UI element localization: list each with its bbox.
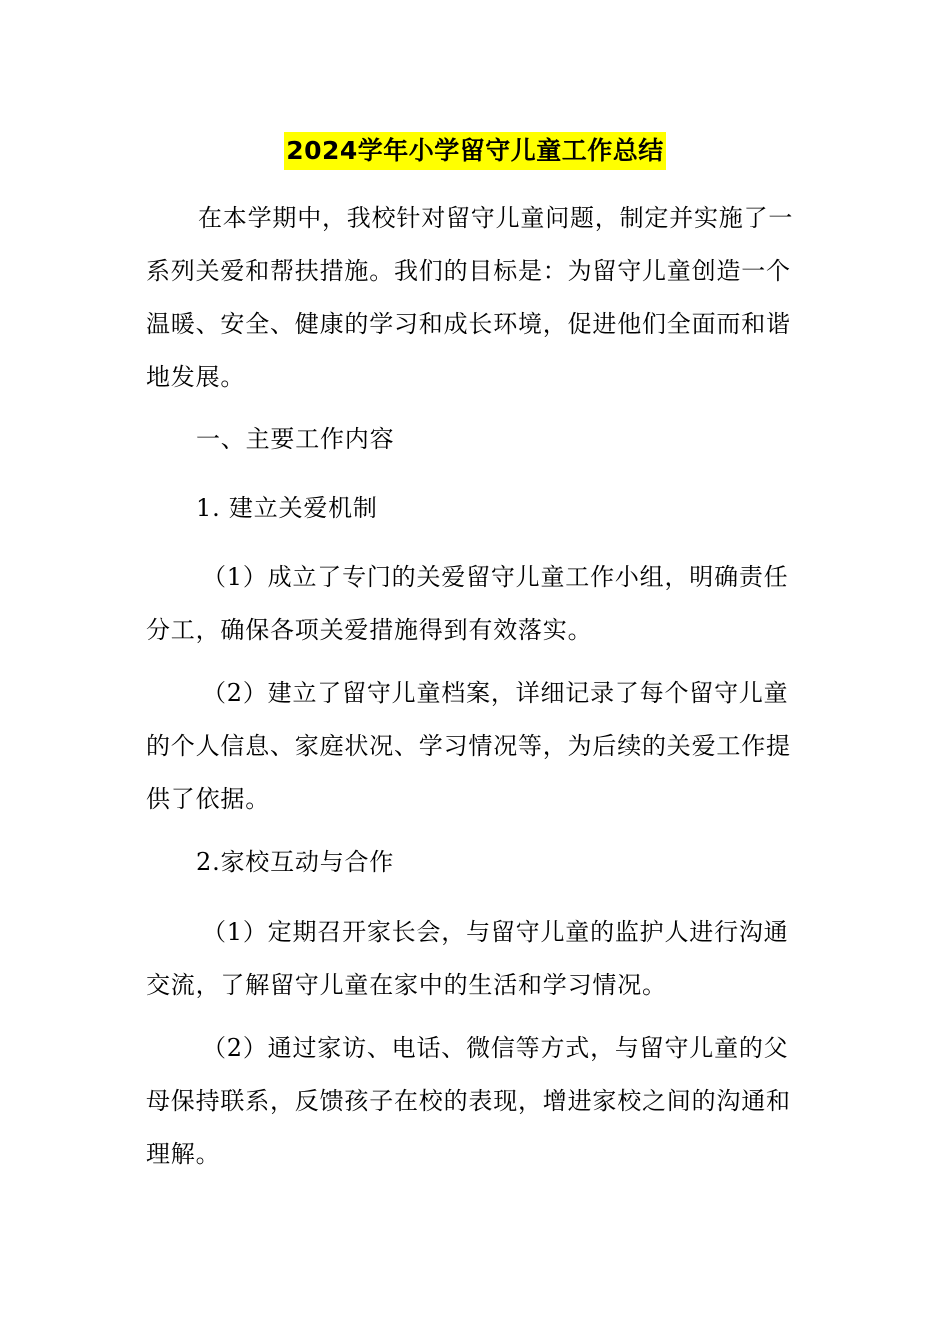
care-mechanism-point-1: （1）成立了专门的关爱留守儿童工作小组，明确责任分工，确保各项关爱措施得到有效落实。 xyxy=(146,563,789,644)
item-heading-care-mechanism: 1. 建立关爱机制 xyxy=(196,494,378,522)
home-school-point-2: （2）通过家访、电话、微信等方式，与留守儿童的父母保持联系，反馈孩子在校的表现，增进家校之间的沟通和理解。 xyxy=(146,1034,791,1168)
home-school-point-1: （1）定期召开家长会，与留守儿童的监护人进行沟通交流，了解留守儿童在家中的生活和学习情况。 xyxy=(146,918,789,999)
care-mechanism-point-2: （2）建立了留守儿童档案，详细记录了每个留守儿童的个人信息、家庭状况、学习情况等，为后续的关爱工作提供了依据。 xyxy=(146,679,791,813)
title-container xyxy=(0,132,950,170)
document-title: 2024学年小学留守儿童工作总结 xyxy=(284,132,666,170)
section-heading-main-work: 一、主要工作内容 xyxy=(196,425,395,453)
item-heading-home-school: 2.家校互动与合作 xyxy=(196,848,395,876)
intro-paragraph: 在本学期中，我校针对留守儿童问题，制定并实施了一系列关爱和帮扶措施。我们的目标是：为留守儿童创造一个温暖、安全、健康的学习和成长环境，促进他们全面而和谐地发展。 xyxy=(146,204,794,391)
